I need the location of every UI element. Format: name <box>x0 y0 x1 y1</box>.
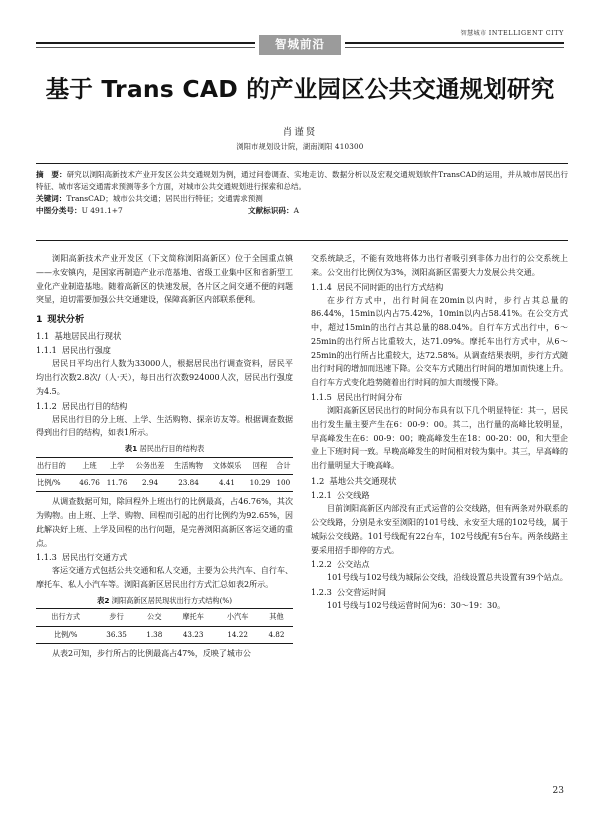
clc-label: 中图分类号： <box>36 206 82 216</box>
table-row <box>36 474 293 491</box>
table-1-header-cell: 上班 <box>76 457 104 474</box>
table-1-header-cell: 上学 <box>103 457 131 474</box>
table-2-header-cell: 其他 <box>260 609 293 626</box>
body-top-rule <box>36 240 568 241</box>
doc-code-value: A <box>293 206 299 216</box>
running-head-cn: 智慧城市 <box>460 30 487 37</box>
banner-rule-left <box>36 42 255 48</box>
heading-11 <box>36 330 293 343</box>
heading-12 <box>311 475 568 488</box>
table-2-cell: 43.23 <box>171 626 216 643</box>
table-1-header-row <box>36 457 293 474</box>
keywords-label: 关键词： <box>36 193 67 203</box>
heading-122-text: 公交站点 <box>336 559 370 570</box>
paragraph-111: 居民日平均出行人数为33000人，根据居民出行调查资料，居民平均出行次数2.8次/（人·天），每日出行次数924000人次，居民出行强度为4.5。 <box>36 359 293 396</box>
paragraph-112: 居民出行目的分上班、上学、生活购物、探亲访友等。根据调查数据得到出行目的结构，如表1所示。 <box>36 414 293 438</box>
keywords-text: TransCAD；城市公共交通；居民出行特征；交通需求预测 <box>66 193 263 203</box>
section-banner-row <box>36 34 564 56</box>
two-column-layout <box>36 252 568 768</box>
table-1-header-cell: 文体娱乐 <box>208 457 246 474</box>
heading-113-number: 1.1.3 <box>36 552 57 563</box>
table-2-cell: 14.22 <box>215 626 260 643</box>
heading-123-number: 1.2.3 <box>311 587 332 598</box>
table-2-caption-number: 表2 <box>96 595 110 605</box>
body-area <box>36 240 568 768</box>
table-1-header-cell: 生活购物 <box>169 457 207 474</box>
paragraph-112-after: 从调查数据可知，除回程外上班出行的比例最高，占46.76%，其次为购物。由上班、上学、购物、回程而引起的出行比例约为92.65%，因此解决好上班、上学及回程的出行问题，是完善浏阳高新区客运交通的重点。 <box>36 497 293 548</box>
table-1-cell: 2.94 <box>131 474 169 491</box>
heading-111 <box>36 344 293 357</box>
article-author: 肖谨贤 <box>282 127 318 138</box>
heading-122-number: 1.2.2 <box>311 559 332 570</box>
heading-11-text: 基地居民出行现状 <box>54 330 122 341</box>
section-banner-label: 智城前沿 <box>259 35 341 56</box>
intro-paragraph: 浏阳高新技术产业开发区（下文简称浏阳高新区）位于全国重点镇——永安镇内，是国家再制造产业示范基地、省级工业集中区和省新型工业化产业制造基地。随着高新区的快速发展，各片区之间交通不便的问题突显，迫切需要加强公共交通建设，保障高新区内部联系便利。 <box>36 254 293 305</box>
heading-111-number: 1.1.1 <box>36 345 57 356</box>
paragraph-113: 客运交通方式包括公共交通和私人交通，主要为公共汽车、自行车、摩托车、私人小汽车等。浏阳高新区居民出行方式汇总如表2所示。 <box>36 566 293 590</box>
keywords-paragraph <box>36 193 568 205</box>
paragraph-113-after: 从表2可知，步行所占的比例最高占47%，反映了城市公 <box>52 649 251 659</box>
heading-112 <box>36 400 293 413</box>
heading-123 <box>311 586 568 599</box>
heading-115 <box>311 391 568 404</box>
heading-112-number: 1.1.2 <box>36 400 57 411</box>
abstract-text: 研究以浏阳高新技术产业开发区公共交通规划为例，通过问卷调查、实地走访、数据分析以及宏观交通规划软件TransCAD的运用，并从城市居民出行特征、城市客运交通需求预测等多个方面，对城市公共交通规划进行探索和总结。 <box>36 170 569 191</box>
abstract-label: 摘 要： <box>36 170 67 179</box>
heading-121-number: 1.2.1 <box>311 490 332 501</box>
heading-123-text: 公交营运时间 <box>336 587 386 598</box>
paragraph-123: 101号线与102号线运营时间为6：30～19：30。 <box>327 601 506 611</box>
heading-1-current-analysis <box>36 313 293 327</box>
table-1-header-cell: 出行目的 <box>36 457 76 474</box>
table-2 <box>36 608 293 644</box>
page-number: 23 <box>552 786 564 796</box>
table-2-header-cell: 小汽车 <box>215 609 260 626</box>
table-2-cell: 比例/% <box>36 626 95 643</box>
table-1-cell: 4.41 <box>208 474 246 491</box>
table-1-wrapper <box>36 444 293 492</box>
table-2-header-row <box>36 609 293 626</box>
table-1-header-cell: 公务出差 <box>131 457 169 474</box>
table-2-header-cell: 摩托车 <box>171 609 216 626</box>
table-2-cell: 36.35 <box>95 626 137 643</box>
table-1-header-cell: 回程 <box>246 457 274 474</box>
heading-1-text: 现状分析 <box>47 314 85 325</box>
heading-115-text: 居民出行时间分布 <box>336 391 403 402</box>
paragraph-121: 目前浏阳高新区内部没有正式运营的公交线路，但有两条对外联系的公交线路，分别是永安至浏阳的101号线、永安至大瑶的102号线，属于城际公交线路。101号线配有22台车，102号线配有5台车。两条线路主要采用招手即停的方式。 <box>311 504 568 555</box>
table-1-caption-text: 居民出行目的结构表 <box>139 444 205 454</box>
running-head-en: INTELLIGENT CITY <box>488 29 564 37</box>
banner-rule-right <box>345 42 564 48</box>
table-2-header-cell: 步行 <box>95 609 137 626</box>
heading-114 <box>311 281 568 294</box>
heading-12-text: 基地公共交通现状 <box>329 475 397 486</box>
table-2-cell: 4.82 <box>260 626 293 643</box>
paragraph-continuation: 交系统缺乏，不能有效地将体力出行者吸引到非体力出行的公交系统上来。公交出行比例仅为3%，浏阳高新区需要大力发展公共交通。 <box>311 254 568 277</box>
table-2-caption <box>36 596 293 606</box>
table-1-cell: 11.76 <box>103 474 131 491</box>
abstract-paragraph <box>36 169 568 192</box>
heading-111-text: 居民出行强度 <box>61 345 111 356</box>
author-affiliation: 浏阳市规划设计院，湖南浏阳 410300 <box>236 142 364 151</box>
clc-cell <box>36 205 248 216</box>
clc-value: U 491.1+7 <box>81 206 123 216</box>
heading-114-text: 居民不同时距的出行方式结构 <box>336 281 444 292</box>
heading-112-text: 居民出行目的结构 <box>61 400 128 411</box>
heading-114-number: 1.1.4 <box>311 281 332 292</box>
table-1-caption-number: 表1 <box>124 444 138 454</box>
heading-115-number: 1.1.5 <box>311 391 332 402</box>
table-2-cell: 1.38 <box>138 626 171 643</box>
heading-113-text: 居民出行交通方式 <box>61 552 128 563</box>
heading-11-number: 1.1 <box>36 330 50 341</box>
doc-code-cell <box>248 205 299 216</box>
heading-12-number: 1.2 <box>311 475 325 486</box>
heading-121-text: 公交线路 <box>336 490 370 501</box>
table-1-cell: 100 <box>274 474 293 491</box>
clc-row <box>36 205 568 216</box>
doc-code-label: 文献标识码： <box>248 206 294 216</box>
table-2-caption-text: 浏阳高新区居民现状出行方式结构(%) <box>111 595 233 605</box>
table-1-cell: 比例/% <box>36 474 76 491</box>
paragraph-115: 浏阳高新区居民出行的时间分布具有以下几个明显特征：其一，居民出行发生量主要产生在6：00-9：00。其二，出行量的高峰比较明显，早高峰发生在6：00-9：00；晚高峰发生在18：00-20：00，和大型企业上下班时间一致。早晚高峰发生的时间相对较为集中。其三，早高峰的出行量明显大于晚高峰。 <box>311 406 568 470</box>
left-column <box>36 252 293 768</box>
abstract-block <box>36 163 568 216</box>
table-2-header-cell: 出行方式 <box>36 609 95 626</box>
table-1-cell: 10.29 <box>246 474 274 491</box>
paragraph-122: 101号线与102号线为城际公交线，沿线设置总共设置有39个站点。 <box>327 573 568 583</box>
heading-1-number: 1 <box>36 314 43 325</box>
table-1-cell: 46.76 <box>76 474 104 491</box>
article-title: 基于 Trans CAD 的产业园区公共交通规划研究 <box>45 75 555 103</box>
table-row <box>36 626 293 643</box>
paragraph-114: 在步行方式中，出行时间在20min以内时，步行占其总量的86.44%，15min以内占75.42%，10min以内占58.41%。在公交方式中，超过15min的出行占其总量的88.04%。自行车方式出行中，6～25min的出行所占比重较大，达71.09%。摩托车出行方式中，从6～25min的出行所占比重较大，达72.58%。从调查结果表明，步行方式随出行时间的增加而迅速下降。公交车方式随出行时间的增加而快速上升。自行车方式变化趋势随着出行时间的加大而缓慢下降。 <box>311 295 568 388</box>
heading-121 <box>311 489 568 502</box>
table-1-header-cell: 合计 <box>274 457 293 474</box>
table-2-wrapper <box>36 596 293 644</box>
heading-113 <box>36 551 293 564</box>
heading-122 <box>311 558 568 571</box>
table-1-cell: 23.84 <box>169 474 207 491</box>
table-2-header-cell: 公交 <box>138 609 171 626</box>
right-column <box>311 252 568 768</box>
table-1 <box>36 457 293 493</box>
table-1-caption <box>36 444 293 454</box>
